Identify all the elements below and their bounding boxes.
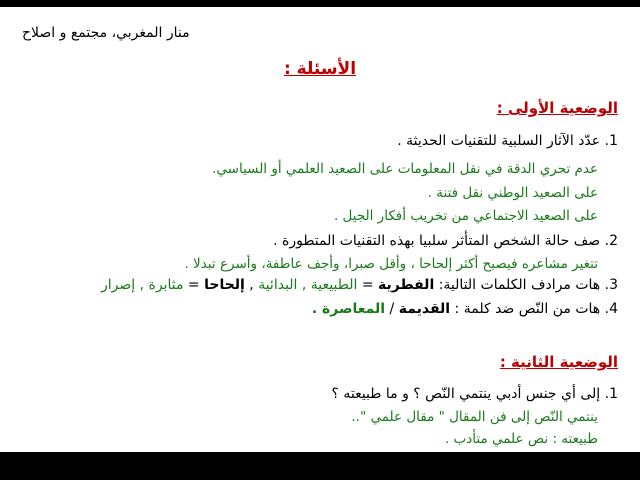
s1-a1-line-1: عدم تحري الدقة في نقل المعلومات على الصعيد العلمي أو السياسي. [212, 161, 598, 177]
situation-1-title: الوضعية الأولى : [496, 99, 618, 117]
s2-q1-text: إلى أي جنس أدبي ينتمي النّص ؟ و ما طبيعته ؟ [331, 386, 601, 402]
s1-a1-line-3: على الصعيد الاجتماعي من تخريب أفكار الجيل . [333, 208, 598, 224]
s1-q4-slash: / [385, 301, 399, 317]
questions-heading: الأسئلة : [283, 59, 357, 79]
document-page [0, 7, 640, 452]
s1-a2: تتغير مشاعره فيصبح أكثر إلحاحا ، وأقل صبرا، وأجف عاطفة، وأسرع تبدلا . [184, 256, 598, 272]
s1-question-4 [312, 301, 618, 317]
s1-question-3 [101, 277, 618, 293]
s1-q3-synonym-2: مثابرة , إصرار [101, 277, 184, 293]
document-header-title: منار المغربي، مجتمع و اصلاح [22, 25, 190, 41]
s1-q3-word-2: إلحاحا [204, 277, 245, 293]
s1-q4-prefix: هات من النّص ضد كلمة : [454, 301, 601, 317]
s1-q4-answer: المعاصرة . [311, 301, 386, 317]
s1-q3-separator: , [244, 277, 259, 293]
s2-q1-number: 1. [604, 386, 618, 402]
s1-q1-text: عدّد الآثار السلبية للتقنيات الحديثة . [397, 133, 601, 149]
s1-q3-eq-2: = [183, 277, 205, 293]
s1-question-1 [397, 133, 618, 149]
s1-a1-line-2: على الصعيد الوطني نقل فتنة . [427, 185, 598, 201]
s1-q1-number: 1. [604, 133, 618, 149]
s1-q4-number: 4. [604, 301, 618, 317]
s2-question-1 [331, 386, 618, 402]
s1-q3-number: 3. [604, 277, 618, 293]
s1-q2-text: صف حالة الشخص المتأثر سلبيا بهذه التقنيات المتطورة . [273, 233, 601, 249]
s1-q3-eq-1: = [357, 277, 379, 293]
s2-a1-line-1: ينتمي النّص إلى فن المقال " مقال علمي ".. [351, 409, 598, 425]
s1-q2-number: 2. [604, 233, 618, 249]
s1-q3-word-1: الفطرية [378, 277, 435, 293]
situation-2-title: الوضعية الثانية : [499, 353, 618, 371]
s1-q3-prefix: هات مرادف الكلمات التالية: [438, 277, 601, 293]
s1-q4-word: القديمة [398, 301, 451, 317]
s1-q3-synonym-1: الطبيعية , البدائية [258, 277, 358, 293]
s2-a1-line-2: طبيعته : نص علمي متأدب . [444, 431, 598, 447]
s1-question-2 [273, 233, 618, 249]
